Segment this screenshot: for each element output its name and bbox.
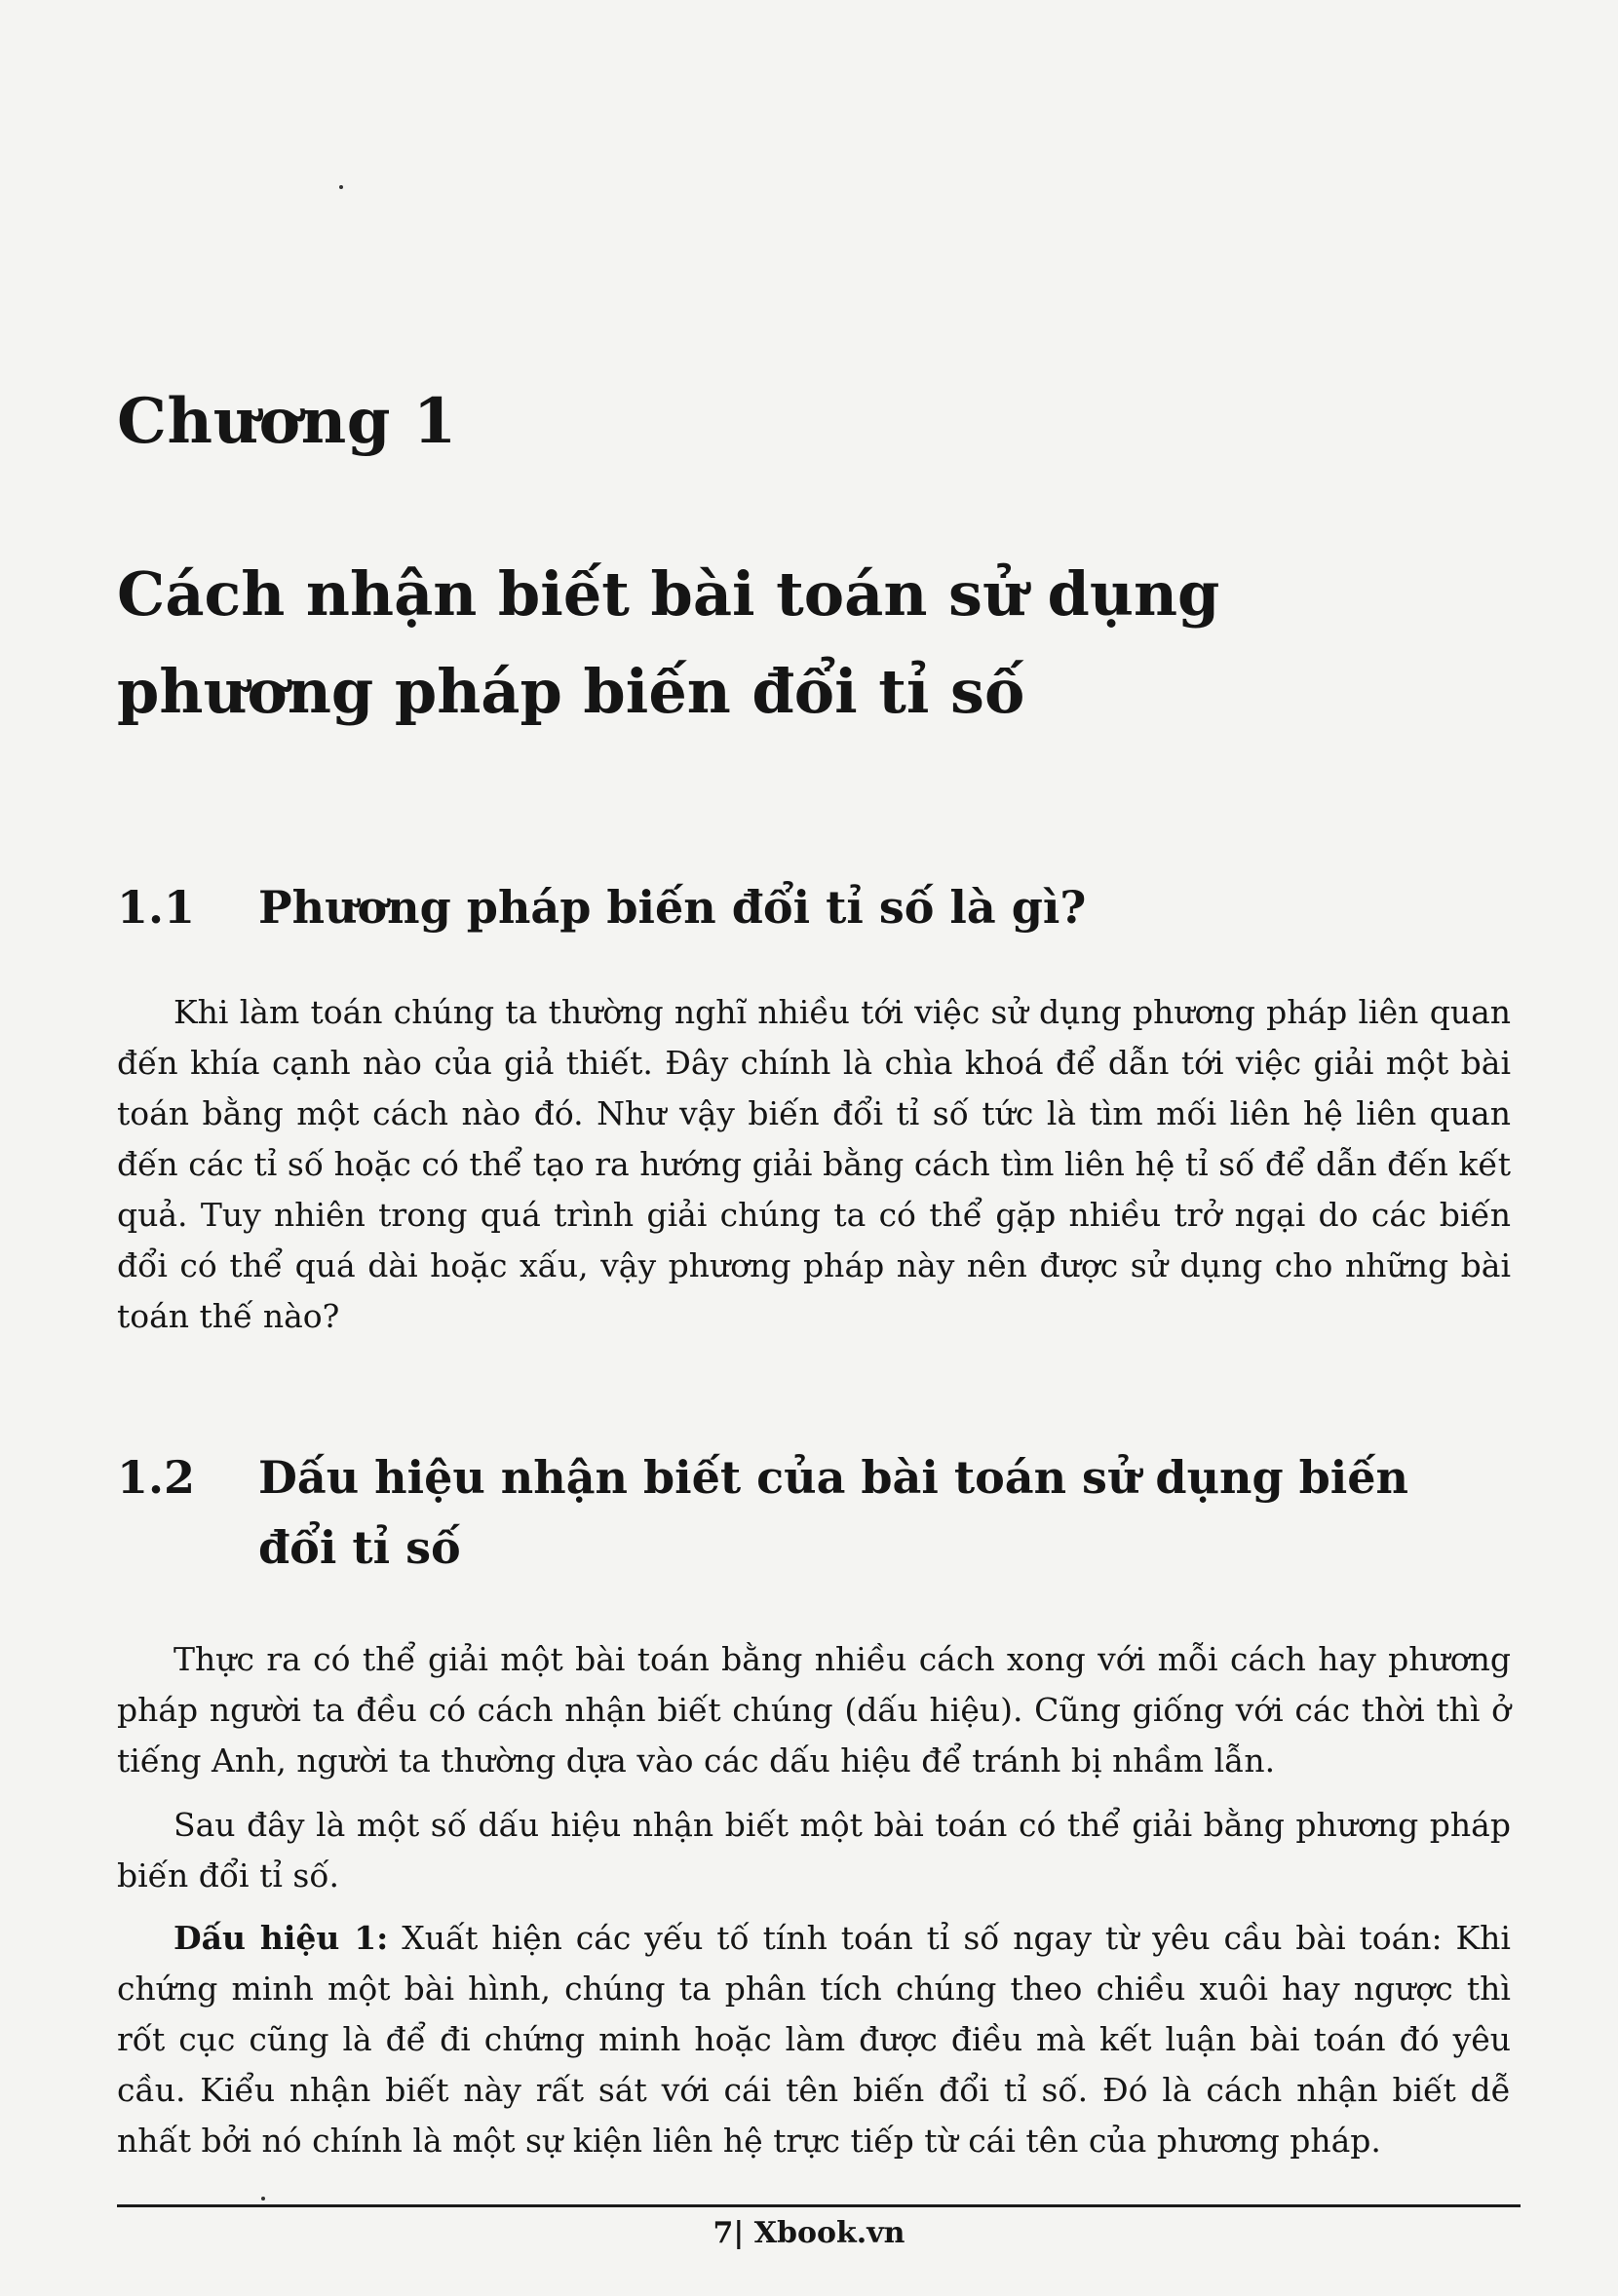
chapter-title: Cách nhận biết bài toán sử dụng phương pháp biến đổi tỉ số — [117, 558, 1220, 727]
print-speck — [339, 185, 343, 189]
section-heading-1-2 — [117, 1442, 1467, 1583]
section-1-1-paragraph: Khi làm toán chúng ta thường nghĩ nhiều tới việc sử dụng phương pháp liên quan đến khía cạnh nào của giả thiết. Đây chính là chìa khoá để dẫn tới việc giải một bài toán bằng một cách nào đó. Như vậy biến đổi tỉ số tức là tìm mối liên hệ liên quan đến các tỉ số hoặc có thể tạo ra hướng giải bằng cách tìm liên hệ tỉ số để dẫn đến kết quả. Tuy nhiên trong quá trình giải chúng ta có thể gặp nhiều trở ngại do các biến đổi có thể quá dài hoặc xấu, vậy phương pháp này nên được sử dụng cho những bài toán thế nào? — [117, 993, 1511, 1335]
section-heading-1-1 — [117, 872, 1467, 942]
footer-divider — [117, 2204, 1521, 2207]
sign-1-paragraph — [117, 1913, 1511, 2166]
section-title: Phương pháp biến đổi tỉ số là gì? — [258, 881, 1087, 934]
section-1-2-paragraph-2: Sau đây là một số dấu hiệu nhận biết một bài toán có thể giải bằng phương pháp biến đổi tỉ số. — [117, 1806, 1511, 1894]
page-footer: 7| Xbook.vn — [713, 2216, 905, 2250]
section-number: 1.1 — [117, 881, 196, 934]
section-number: 1.2 — [117, 1451, 196, 1504]
sign-text: Xuất hiện các yếu tố tính toán tỉ số ngay từ yêu cầu bài toán: Khi chứng minh một bài hình, chúng ta phân tích chúng theo chiều xuôi hay ngược thì rốt cục cũng là để đi chứng minh hoặc làm được điều mà kết luận bài toán đó yêu cầu. Kiểu nhận biết này rất sát với cái tên biến đổi tỉ số. Đó là cách nhận biết dễ nhất bởi nó chính là một sự kiện liên hệ trực tiếp từ cái tên của phương pháp. — [117, 1919, 1511, 2160]
print-speck — [261, 2197, 265, 2200]
sign-label: Dấu hiệu 1: — [173, 1919, 389, 1957]
section-title: Dấu hiệu nhận biết của bài toán sử dụng biến đổi tỉ số — [258, 1451, 1408, 1574]
chapter-label: Chương 1 — [117, 385, 457, 458]
section-1-2-paragraph-1: Thực ra có thể giải một bài toán bằng nhiều cách xong với mỗi cách hay phương pháp người ta đều có cách nhận biết chúng (dấu hiệu). Cũng giống với các thời thì ở tiếng Anh, người ta thường dựa vào các dấu hiệu để tránh bị nhầm lẫn. — [117, 1640, 1511, 1779]
